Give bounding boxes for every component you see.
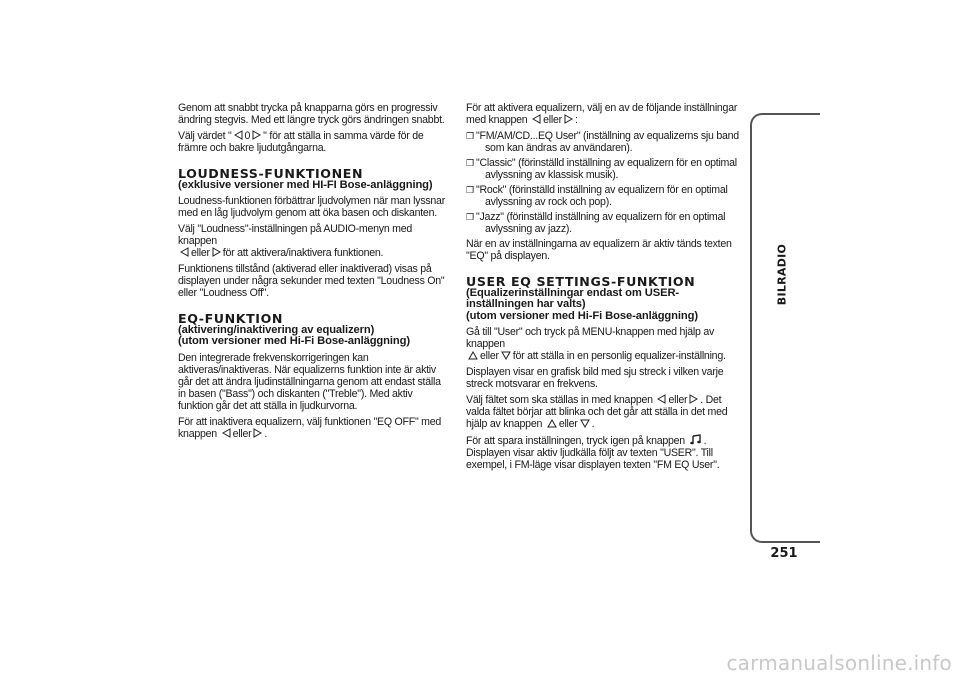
checkbox-bullet-icon: ❒ — [466, 185, 474, 195]
paragraph-loudness-intro: Loudness-funktionen förbättrar ljudvolymen när man lyssnar med en låg ljudvolym genom att öka basen och diskanten. — [178, 195, 445, 219]
arrow-right-icon — [212, 247, 221, 257]
music-note-icon — [690, 434, 702, 445]
paragraph-loudness-state: Funktionens tillstånd (aktiverad eller inaktiverad) visas på displayen under några sekunder med texten "Loudness On" eller "Loudness Off". — [178, 263, 445, 299]
arrow-right-icon — [252, 130, 261, 140]
list-item: ❒ "Classic" (förinställd inställning av equalizern för en optimal avlyssning av klassisk musik). — [466, 157, 737, 181]
checkbox-bullet-icon: ❒ — [466, 158, 474, 168]
paragraph-user-field: Välj fältet som ska ställas in med knappen eller . Det valda fältet börjar att blinka och det går att ställa in det med hjälp av knappen eller . — [466, 394, 728, 430]
list-item: ❒ "FM/AM/CD...EQ User" (inställning av equalizerns sju band som kan ändras av användaren). — [466, 130, 739, 154]
arrow-left-icon — [222, 428, 231, 438]
arrow-left-icon — [657, 394, 666, 404]
chapter-tab — [750, 113, 820, 543]
arrow-up-icon — [468, 351, 478, 360]
paragraph-user-save: För att spara inställningen, tryck igen på knappen . Displayen visar aktiv ljudkälla följt av texten "USER". Till exempel, i FM-läge visar displayen texten "FM EQ User". — [466, 435, 720, 471]
list-item: ❒ "Rock" (förinställd inställning av equalizern för en optimal avlyssning av rock och pop). — [466, 184, 728, 208]
arrow-left-icon — [234, 130, 243, 140]
heading-eq: EQ-FUNKTION (aktivering/inaktivering av equalizern) (utom versioner med Hi-Fi Bose-anläggning) — [178, 311, 410, 347]
chapter-label: BILRADIO — [775, 243, 789, 306]
arrow-left-icon — [532, 114, 541, 124]
right-column — [466, 102, 742, 475]
paragraph-eq-off: För att inaktivera equalizern, välj funktionen "EQ OFF" med knappen eller . — [178, 415, 442, 440]
page-number: 251 — [770, 546, 798, 561]
paragraph-progressive: Genom att snabbt trycka på knapparna görs en progressiv ändring stegvis. Med ett längre tryck görs ändringen snabbt. — [178, 102, 445, 126]
list-item: ❒ "Jazz" (förinställd inställning av equalizern för en optimal avlyssning av jazz). — [466, 211, 726, 235]
arrow-right-icon — [689, 394, 698, 404]
arrow-down-icon — [580, 419, 590, 428]
paragraph-eq-activate: För att aktivera equalizern, välj en av de följande inställningar med knappen eller : — [466, 102, 738, 126]
arrow-left-icon — [180, 247, 189, 257]
heading-user-eq: USER EQ SETTINGS-FUNKTION (Equalizerinställningar endast om USER-inställningen har valts) (utom versioner med Hi-Fi Bose-anläggning) — [466, 274, 698, 322]
paragraph-user-menu: Gå till "User" och tryck på MENU-knappen med hjälp av knappen eller för att ställa in en personlig equalizer-inställning. — [466, 326, 726, 362]
heading-loudness: LOUDNESS-FUNKTIONEN (exklusive versioner med HI-FI Bose-anläggning) — [178, 166, 433, 191]
arrow-down-icon — [501, 351, 511, 360]
arrow-up-icon — [547, 419, 557, 428]
checkbox-bullet-icon: ❒ — [466, 131, 474, 141]
watermark: carmanualsonline.info — [726, 651, 952, 675]
arrow-right-icon — [253, 428, 262, 438]
checkbox-bullet-icon: ❒ — [466, 212, 474, 222]
paragraph-eq-display: När en av inställningarna av equalizern är aktiv tänds texten "EQ" på displayen. — [466, 238, 732, 262]
left-column — [178, 102, 450, 444]
arrow-right-icon — [564, 114, 573, 124]
paragraph-choose-value: Välj värdet " 0 " för att ställa in samma värde för de främre och bakre ljudutgångarna. — [178, 130, 424, 154]
paragraph-user-graphic: Displayen visar en grafisk bild med sju streck i vilken varje streck motsvarar en frekvens. — [466, 366, 724, 390]
paragraph-loudness-select: Välj "Loudness"-inställningen på AUDIO-menyn med knappen eller för att aktivera/inaktivera funktionen. — [178, 223, 413, 259]
paragraph-eq-intro: Den integrerade frekvenskorrigeringen kan aktiveras/inaktiveras. När equalizerns funktion inte är aktiv går det att ändra ljudinställningarna genom att endast ställa in basen ("Bass") och diskanten ("Treble"). Med aktiv funktion går det att ställa in ljudkurvorna. — [178, 351, 441, 412]
